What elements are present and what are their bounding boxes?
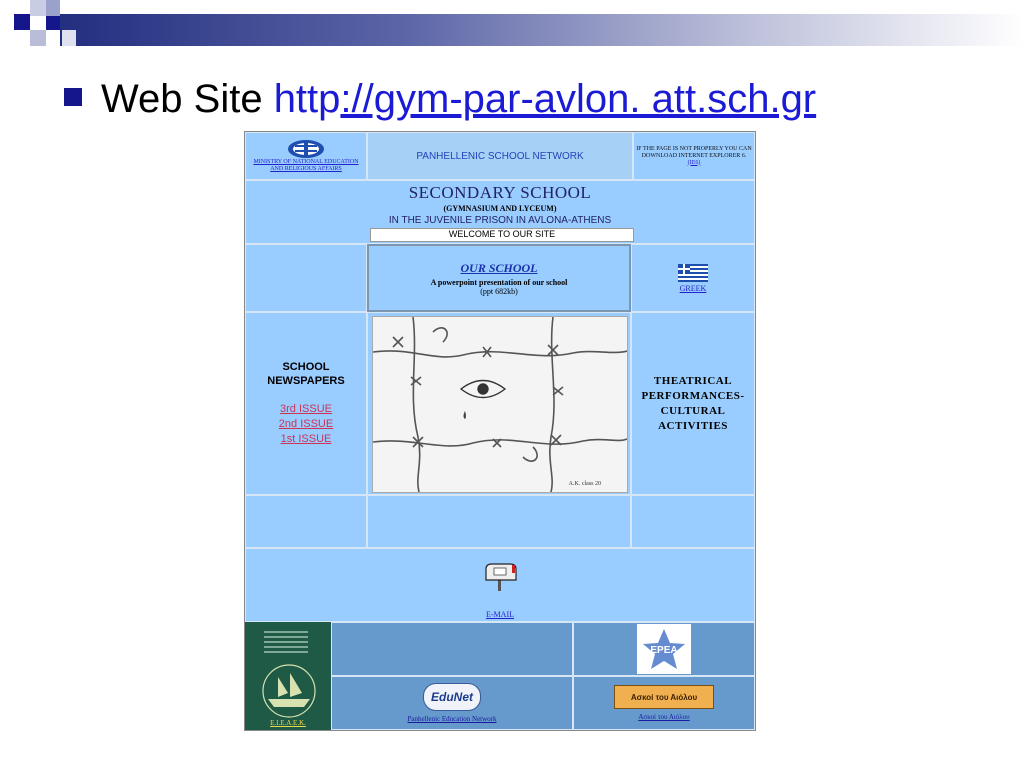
askoi-banner[interactable]: Ασκοί του Αιόλου bbox=[614, 685, 714, 709]
our-school-cell bbox=[367, 244, 631, 312]
ministry-cell bbox=[245, 132, 367, 180]
theatrical-cell bbox=[631, 312, 755, 495]
decor-square bbox=[62, 30, 76, 46]
barbed-wire-eye-icon bbox=[373, 317, 627, 492]
text-lines-icon bbox=[254, 629, 324, 659]
slide-title-bar bbox=[60, 14, 1024, 46]
decor-square bbox=[30, 30, 46, 46]
greek-flag-icon[interactable] bbox=[678, 264, 708, 282]
askoi-link[interactable]: Ασκοί του Αιόλου bbox=[638, 713, 690, 721]
welcome-banner: WELCOME TO OUR SITE bbox=[370, 228, 634, 242]
decor-square bbox=[46, 0, 60, 16]
issue-link[interactable]: 2nd ISSUE bbox=[278, 418, 334, 430]
greek-emblem-icon bbox=[287, 139, 325, 159]
presentation-size: (ppt 682kb) bbox=[480, 286, 518, 296]
ie6-link[interactable]: (IE6) bbox=[687, 159, 701, 166]
school-subtitle: (GYMNASIUM AND LYCEUM) bbox=[443, 204, 557, 213]
school-location: IN THE JUVENILE PRISON IN AVLONA-ATHENS bbox=[388, 215, 612, 226]
barbed-wire-drawing bbox=[372, 316, 628, 493]
eiee-text-block bbox=[254, 629, 324, 659]
decor-square bbox=[30, 0, 46, 16]
mailbox-icon[interactable] bbox=[480, 563, 520, 591]
greek-cell bbox=[631, 244, 755, 312]
decor-square bbox=[46, 16, 60, 30]
eiee-cell bbox=[245, 622, 331, 730]
epea-cell bbox=[573, 622, 755, 676]
edunet-link[interactable]: Panhellenic Education Network bbox=[407, 715, 497, 723]
drawing-cell bbox=[367, 312, 631, 495]
network-cell bbox=[367, 132, 633, 180]
our-school-link[interactable]: OUR SCHOOL bbox=[460, 260, 538, 275]
bullet-text bbox=[101, 72, 816, 126]
edunet-logo[interactable]: EduNet bbox=[423, 683, 481, 711]
askoi-cell bbox=[573, 676, 755, 730]
epea-logo[interactable] bbox=[637, 624, 691, 674]
issue-link[interactable]: 3rd ISSUE bbox=[280, 403, 332, 415]
bullet-marker bbox=[64, 88, 82, 106]
decor-square bbox=[14, 14, 30, 30]
ie-notice-cell bbox=[633, 132, 755, 180]
website-url-link[interactable]: http://gym-par-avlon. att.sch.gr bbox=[273, 77, 817, 121]
theatrical-text: THEATRICAL PERFORMANCES- CULTURAL ACTIVITIES bbox=[641, 374, 745, 432]
drawing-caption: A.K. class 20 bbox=[568, 481, 601, 487]
empty-cell bbox=[367, 495, 631, 548]
ministry-link[interactable]: MINISTRY OF NATIONAL EDUCATION AND RELIGIOUS AFFAIRS bbox=[253, 159, 359, 172]
presentation-text: A powerpoint presentation of our school bbox=[430, 277, 568, 287]
ship-logo-icon[interactable] bbox=[254, 663, 324, 719]
eiee-link[interactable]: E.I.E.A.E.K. bbox=[270, 719, 306, 727]
issues-list bbox=[246, 402, 366, 447]
edunet-cell bbox=[331, 676, 573, 730]
newspapers-cell bbox=[245, 312, 367, 495]
newspapers-heading: SCHOOL NEWSPAPERS bbox=[267, 361, 345, 387]
title-cell bbox=[245, 180, 755, 244]
empty-cell bbox=[631, 495, 755, 548]
network-link[interactable]: PANHELLENIC SCHOOL NETWORK bbox=[416, 150, 584, 162]
issue-link[interactable]: 1st ISSUE bbox=[280, 433, 332, 445]
empty-cell bbox=[245, 244, 367, 312]
greek-link[interactable]: GREEK bbox=[679, 283, 707, 293]
empty-cell bbox=[245, 495, 367, 548]
ie-notice: IF THE PAGE IS NOT PROPERLY YOU CAN DOWNLOAD INTERNET EXPLORER 6. (IE6) bbox=[636, 145, 752, 166]
empty-cell bbox=[331, 622, 573, 676]
epea-star-icon bbox=[641, 627, 687, 671]
email-link[interactable]: E-MAIL bbox=[486, 610, 514, 619]
bullet-label: Web Site bbox=[101, 77, 274, 121]
email-cell bbox=[245, 548, 755, 622]
school-title: SECONDARY SCHOOL bbox=[408, 183, 592, 202]
epea-logo-text: EPEA bbox=[650, 645, 678, 656]
website-screenshot bbox=[244, 131, 756, 731]
